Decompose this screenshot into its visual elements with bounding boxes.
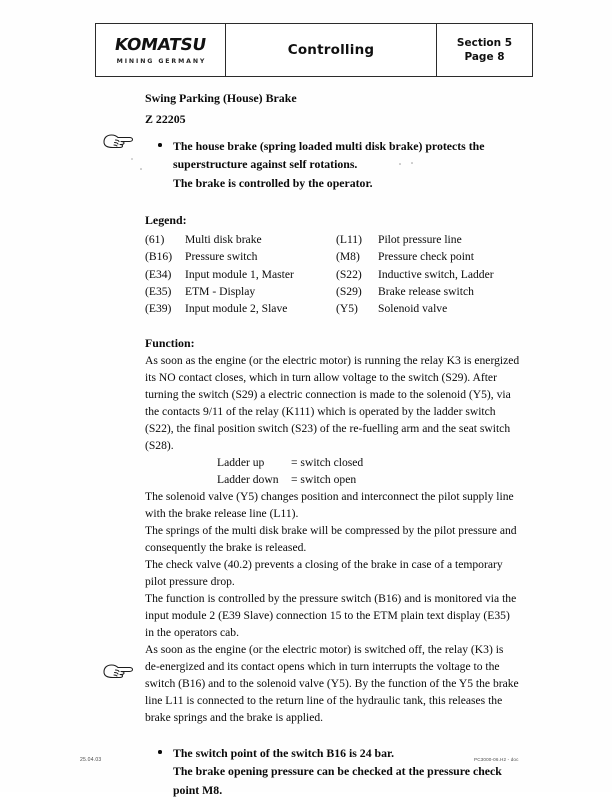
ladder-up-value: = switch closed [291,456,364,470]
legend-code: (S22) [336,267,362,281]
function-paragraph-3: The springs of the multi disk brake will be compressed by the pilot pressure and consequently the brake is released. [145,524,517,555]
legend-desc: Pressure check point [378,250,474,264]
table-row [145,301,520,318]
legend-desc: Input module 1, Master [185,267,294,281]
footer-date: 25.04.03 [80,757,102,763]
callout-top-line1: The house brake (spring loaded multi disk brake) protects the [173,139,485,153]
document-code: Z 22205 [145,111,186,126]
document-heading: Swing Parking (House) Brake [145,91,297,105]
scan-speck [140,168,142,170]
callout-bottom-line2: The brake opening pressure can be checked at the pressure check [173,764,502,779]
bullet-icon [158,750,162,754]
ladder-up-label: Ladder up [217,456,265,470]
list-item [217,472,520,489]
legend-desc: ETM - Display [185,284,256,298]
header-title-cell [226,24,437,76]
komatsu-logo [115,37,206,54]
logo-subtitle: MINING GERMANY [116,57,207,65]
legend-code: (E34) [145,267,172,281]
function-section [145,335,520,727]
legend-code: (61) [145,233,165,247]
document-body [145,90,520,799]
callout-bottom-line3: point M8. [173,782,223,797]
legend-desc: Brake release switch [378,284,474,298]
page-header-table [95,23,533,77]
legend-desc: Pressure switch [185,250,258,264]
footer-document-id: PC3000-06.H2 - doc [474,757,519,762]
function-paragraph-4: The check valve (40.2) prevents a closing of the brake in case of a temporary pilot pressure drop. [145,558,503,589]
callout-bottom-line1: The switch point of the switch B16 is 24 bar. [173,746,395,760]
legend-code: (E35) [145,284,172,298]
legend-heading: Legend: [145,213,187,228]
legend-code: (L11) [336,233,362,247]
callout-bottom [145,744,520,799]
section-number: Section 5 [456,36,513,49]
scan-speck [399,163,401,165]
legend-desc: Multi disk brake [185,233,262,247]
scan-speck [411,162,413,164]
bullet-icon [158,143,162,147]
function-paragraph-6: As soon as the engine (or the electric motor) is switched off, the relay (K3) is de-energized and its contact opens which in turn interrupts the voltage to the switch (B16) and to the solenoid valve (Y5). By the function of the Y5 the brake line L11 is connected to the return line of the hydraulic tank, this releases the brake springs and the brake is applied. [145,643,519,725]
legend-desc: Input module 2, Slave [185,302,288,315]
legend-code: (S29) [336,284,362,298]
pointing-hand-icon [101,131,135,153]
legend-desc: Inductive switch, Ladder [378,267,494,281]
page-number: Page 8 [464,51,505,63]
ladder-down-value: = switch open [291,473,357,487]
ladder-down-label: Ladder down [217,473,279,487]
function-paragraph-2: The solenoid valve (Y5) changes position and interconnect the pilot supply line with the brake release line (L11). [145,490,514,521]
legend-code: (M8) [336,250,360,264]
legend-code: (E39) [145,302,172,315]
callout-top [145,137,520,192]
page-title: Controlling [287,42,375,58]
table-row [145,283,520,300]
header-logo-cell [96,24,226,76]
callout-top-line3: The brake is controlled by the operator. [173,175,373,190]
komatsu-logo-text: KOMATSU [113,35,208,55]
header-section-cell [437,24,532,76]
legend-section [145,212,520,318]
legend-code: (B16) [145,250,173,264]
table-row [145,232,520,249]
legend-desc: Pilot pressure line [378,233,462,247]
scan-speck [131,158,133,160]
function-heading: Function: [145,335,195,350]
legend-code: (Y5) [336,302,358,315]
callout-top-line2: superstructure against self rotations. [173,157,358,172]
list-item [217,455,520,472]
table-row [145,249,520,266]
function-paragraph-5: The function is controlled by the pressure switch (B16) and is monitored via the input module 2 (E39 Slave) connection 15 to the ETM plain text display (E35) in the operators cab. [145,592,517,640]
function-paragraph-1: As soon as the engine (or the electric motor) is running the relay K3 is energized its NO contact closes, which in turn allow voltage to the switch (S29). After turning the switch (S29) a electric connection is made to the solenoid (Y5), via the contacts 9/11 of the relay (K111) which is operated by the ladder switch (S22), the final position switch (S23) of the re-fuelling arm and the seat switch (S28). [145,354,520,453]
pointing-hand-icon [101,661,135,683]
ladder-state-list [145,455,520,489]
table-row [145,266,520,283]
legend-table [145,232,520,318]
legend-desc: Solenoid valve [378,302,448,315]
